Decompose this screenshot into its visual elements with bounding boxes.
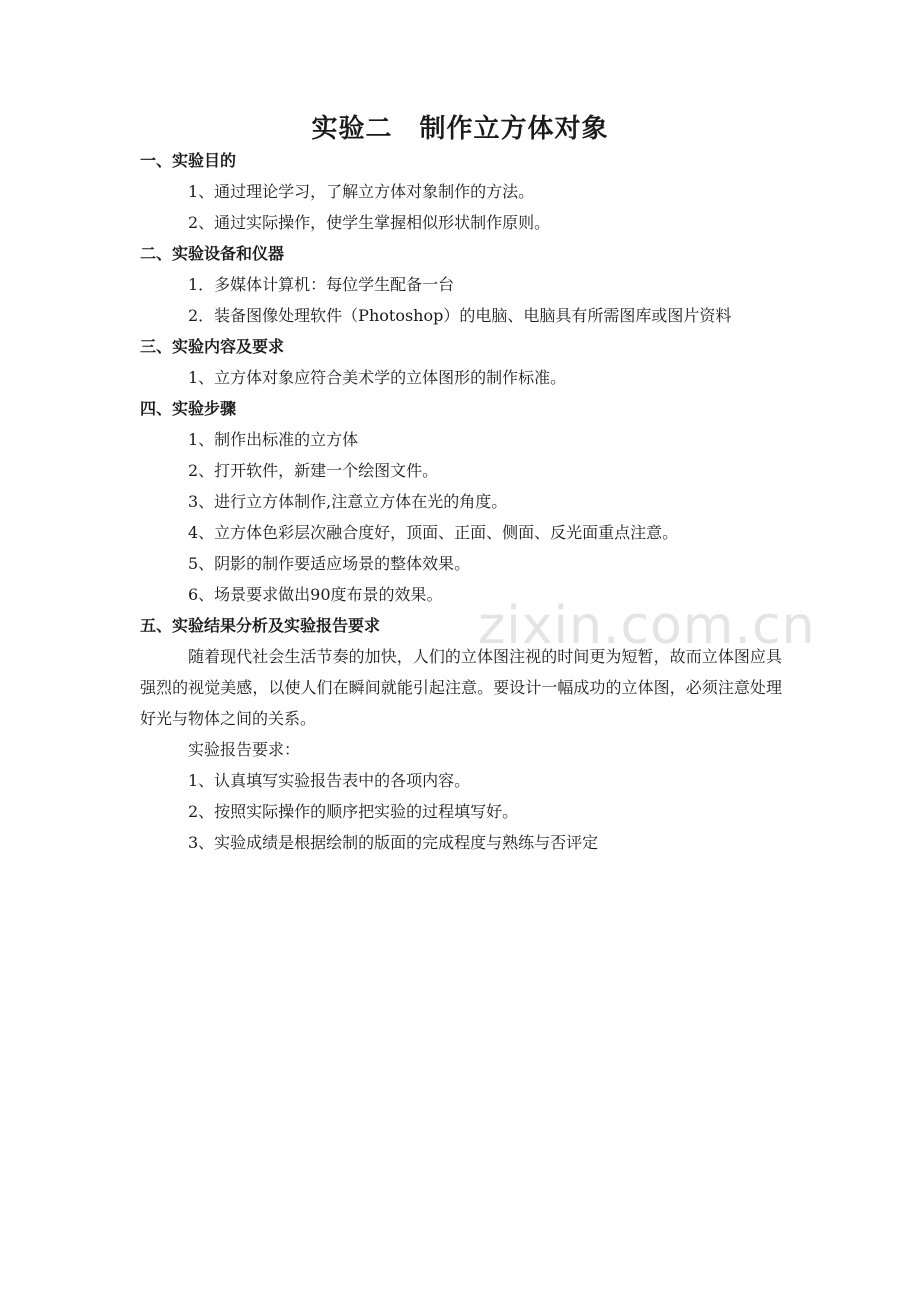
list-item: 1．多媒体计算机：每位学生配备一台 bbox=[188, 275, 455, 294]
list-item: 6、场景要求做出90度布景的效果。 bbox=[188, 585, 443, 604]
document-body bbox=[140, 145, 782, 858]
section-heading: 四、实验步骤 bbox=[140, 399, 237, 418]
list-item: 1、立方体对象应符合美术学的立体图形的制作标准。 bbox=[188, 368, 567, 387]
section-heading: 五、实验结果分析及实验报告要求 bbox=[140, 616, 381, 635]
report-requirements-label: 实验报告要求： bbox=[188, 740, 301, 759]
list-item: 3、实验成绩是根据绘制的版面的完成程度与熟练与否评定 bbox=[188, 833, 599, 852]
list-item: 1、通过理论学习，了解立方体对象制作的方法。 bbox=[188, 182, 535, 201]
list-item: 5、阴影的制作要适应场景的整体效果。 bbox=[188, 554, 471, 573]
list-item: 2、通过实际操作，使学生掌握相似形状制作原则。 bbox=[188, 213, 551, 232]
section-heading: 三、实验内容及要求 bbox=[140, 337, 285, 356]
watermark: zixin.com.cn bbox=[478, 596, 816, 656]
list-item: 1、认真填写实验报告表中的各项内容。 bbox=[188, 771, 471, 790]
list-item-wrapped: 2．装备图像处理软件（Photoshop）的电脑、电脑具有所需图库或图片资料 bbox=[188, 306, 732, 325]
section-heading: 二、实验设备和仪器 bbox=[140, 244, 285, 263]
list-item: 3、进行立方体制作,注意立方体在光的角度。 bbox=[188, 492, 508, 511]
list-item: 4、立方体色彩层次融合度好，顶面、正面、侧面、反光面重点注意。 bbox=[188, 523, 679, 542]
body-paragraph: 随着现代社会生活节奏的加快，人们的立体图注视的时间更为短暂，故而立体图应具强烈的视觉美感，以使人们在瞬间就能引起注意。要设计一幅成功的立体图，必须注意处理好光与物体之间的关系。 bbox=[140, 647, 782, 728]
section-heading: 一、实验目的 bbox=[140, 151, 237, 170]
list-item: 2、打开软件，新建一个绘图文件。 bbox=[188, 461, 439, 480]
page-title: 实验二 制作立方体对象 bbox=[311, 114, 609, 144]
list-item: 2、按照实际操作的顺序把实验的过程填写好。 bbox=[188, 802, 519, 821]
list-item: 1、制作出标准的立方体 bbox=[188, 430, 359, 449]
